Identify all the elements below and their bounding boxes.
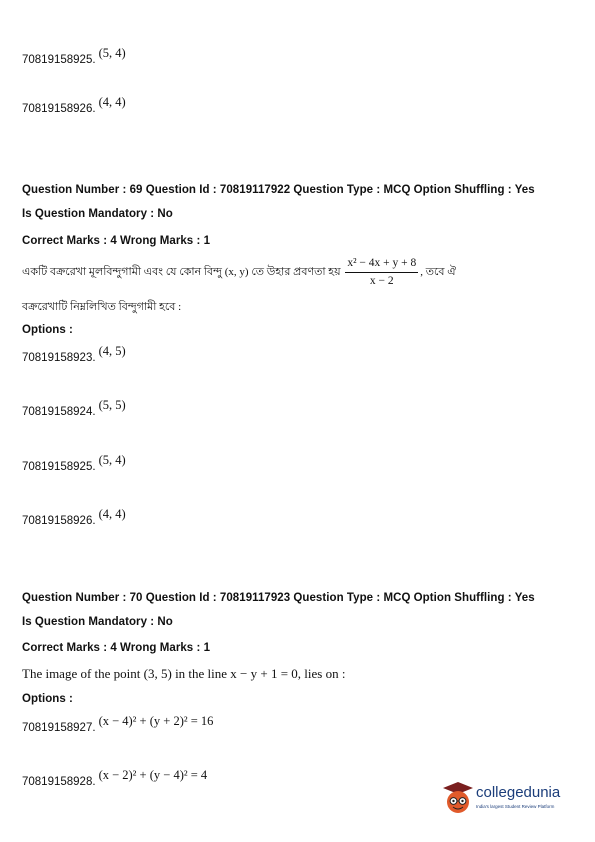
option-id: 70819158928.: [22, 776, 96, 788]
question-text-part1: একটি বক্ররেখা মূলবিন্দুগামী এবং যে কোন বিন্দু (x, y) তে উহার প্রবণতা হয়: [22, 266, 341, 279]
options-label: Options :: [22, 324, 73, 336]
question-text: The image of the point (3, 5) in the line x − y + 1 = 0, lies on :: [22, 666, 346, 681]
option-row: [22, 95, 126, 116]
option-row: [22, 768, 208, 789]
question-text-part2: , তবে ঐ: [420, 266, 457, 279]
option-id: 70819158926.: [22, 103, 96, 115]
question-header: Question Number : 70 Question Id : 70819117923 Question Type : MCQ Option Shuffling : Yes: [22, 592, 535, 604]
option-id: 70819158924.: [22, 406, 96, 418]
option-value: (4, 5): [98, 344, 126, 358]
question-mandatory: Is Question Mandatory : No: [22, 616, 173, 628]
option-value: (5, 4): [98, 453, 126, 467]
fraction-numerator: x² − 4x + y + 8: [345, 258, 418, 273]
option-value: (4, 4): [98, 95, 126, 109]
option-id: 70819158925.: [22, 54, 96, 66]
option-row: [22, 453, 126, 474]
question-marks: Correct Marks : 4 Wrong Marks : 1: [22, 235, 211, 247]
option-id: 70819158926.: [22, 515, 96, 527]
question-marks: Correct Marks : 4 Wrong Marks : 1: [22, 642, 211, 654]
option-row: [22, 46, 126, 67]
option-id: 70819158925.: [22, 461, 96, 473]
option-id: 70819158923.: [22, 352, 96, 364]
option-value: (5, 4): [98, 46, 126, 60]
option-row: [22, 714, 214, 735]
options-label: Options :: [22, 693, 73, 705]
mascot-icon: [441, 780, 475, 816]
fraction-denominator: x − 2: [369, 274, 394, 287]
logo-tagline: India's largest Student Review Platform: [476, 804, 555, 809]
question-header: Question Number : 69 Question Id : 70819117922 Question Type : MCQ Option Shuffling : Yes: [22, 184, 535, 196]
option-id: 70819158927.: [22, 722, 96, 734]
option-value: (4, 4): [98, 507, 126, 521]
question-mandatory: Is Question Mandatory : No: [22, 208, 173, 220]
option-value: (5, 5): [98, 398, 126, 412]
slope-fraction: [345, 258, 418, 287]
option-row: [22, 344, 126, 365]
collegedunia-logo[interactable]: [441, 780, 571, 820]
question-text-line2: বক্ররেখাটি নিম্নলিখিত বিন্দুগামী হবে :: [22, 301, 182, 313]
question-text: [22, 258, 456, 287]
option-row: [22, 398, 126, 419]
logo-wordmark: collegedunia: [476, 784, 561, 801]
option-row: [22, 507, 126, 528]
option-value: (x − 2)² + (y − 4)² = 4: [98, 768, 208, 782]
option-value: (x − 4)² + (y + 2)² = 16: [98, 714, 214, 728]
